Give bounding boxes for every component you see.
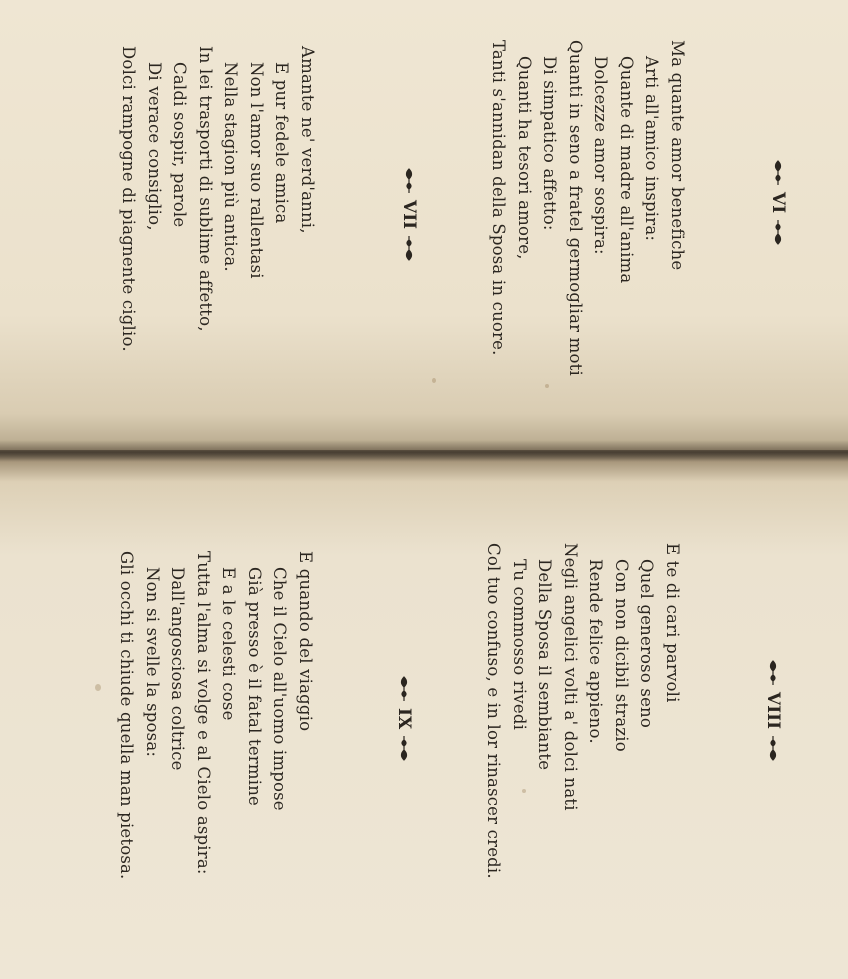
- fleuron-ornament-icon: [399, 735, 409, 761]
- verse-line: Con non dicibil strazio: [612, 559, 631, 752]
- verse-line: Già presso è il fatal termine: [245, 567, 264, 807]
- section-numeral: VII: [399, 200, 419, 230]
- verse-line: Quante di madre all'anima: [617, 56, 636, 284]
- paper-stain: [95, 684, 101, 691]
- verse-line: Nella stagion più antica.: [221, 62, 241, 272]
- section-heading-vi: [769, 160, 787, 245]
- stanza-viii: [481, 543, 685, 879]
- stanza-vii: [116, 46, 320, 352]
- section-numeral: IX: [394, 708, 414, 730]
- stanza-ix: [114, 551, 318, 880]
- verse-line: Non l'amor suo rallentasi: [247, 62, 266, 279]
- section-heading-viii: [764, 660, 782, 761]
- paper-stain: [432, 378, 436, 383]
- verse-line: Della Sposa il sembiante: [535, 559, 555, 771]
- paper-stain: [545, 384, 549, 388]
- verse-line: Caldi sospir, parole: [170, 62, 190, 228]
- section-numeral: VI: [768, 192, 788, 214]
- verse-line: E te di cari parvoli: [663, 543, 682, 703]
- verse-line: Quanti in seno a fratel germogliar moti: [566, 40, 585, 376]
- fleuron-ornament-icon: [404, 168, 414, 194]
- verse-line: Non si svelle la sposa:: [143, 567, 162, 758]
- book-gutter: [0, 440, 848, 462]
- verse-line: Quanti ha tesori amore,: [515, 56, 534, 260]
- verse-line: Tu commosso rivedi: [510, 559, 529, 731]
- verse-line: Di simpatico affetto:: [540, 56, 560, 231]
- verse-line: Quel generoso seno: [637, 559, 657, 729]
- verse-line: Dolcezze amor sospira:: [591, 56, 611, 255]
- verse-line: Ma quante amor benefiche: [668, 40, 687, 271]
- verse-line: Tanti s'annidan della Sposa in cuore.: [489, 40, 509, 356]
- fleuron-ornament-icon: [773, 219, 783, 245]
- verse-line: Dolci rampogne di piagnente ciglio.: [119, 46, 139, 352]
- verse-line: Gli occhi ti chiude quella man pietosa.: [117, 551, 137, 880]
- fleuron-ornament-icon: [773, 160, 783, 186]
- verse-line: Rende felice appieno.: [586, 559, 606, 744]
- fleuron-ornament-icon: [404, 235, 414, 261]
- stanza-vi: [486, 40, 690, 376]
- section-numeral: VIII: [763, 692, 783, 730]
- verse-line: E pur fedele amica: [272, 62, 292, 224]
- verse-line: E quando del viaggio: [296, 551, 315, 732]
- verse-line: Di verace consiglio,: [145, 62, 164, 231]
- fleuron-ornament-icon: [768, 735, 778, 761]
- verse-line: Negli angelici volti a' dolci nati: [561, 543, 580, 811]
- verse-line: Che il Cielo all'uomo impose: [270, 567, 290, 811]
- verse-line: Col tuo confuso, e in lor rinascer credi.: [484, 543, 504, 879]
- verse-line: Arti all'amico inspira:: [642, 56, 662, 242]
- verse-line: Dall'angosciosa coltrice: [168, 567, 188, 771]
- fleuron-ornament-icon: [768, 660, 778, 686]
- verse-line: In lei trasporti di sublime affetto,: [196, 46, 215, 332]
- section-heading-vii: [400, 168, 418, 261]
- section-heading-ix: [395, 676, 413, 761]
- verse-line: E a le celesti cose: [219, 567, 239, 721]
- verse-line: Amante ne' verd'anni,: [298, 46, 317, 234]
- verse-line: Tutta l'alma si volge e al Cielo aspira:: [194, 551, 213, 875]
- fleuron-ornament-icon: [399, 676, 409, 702]
